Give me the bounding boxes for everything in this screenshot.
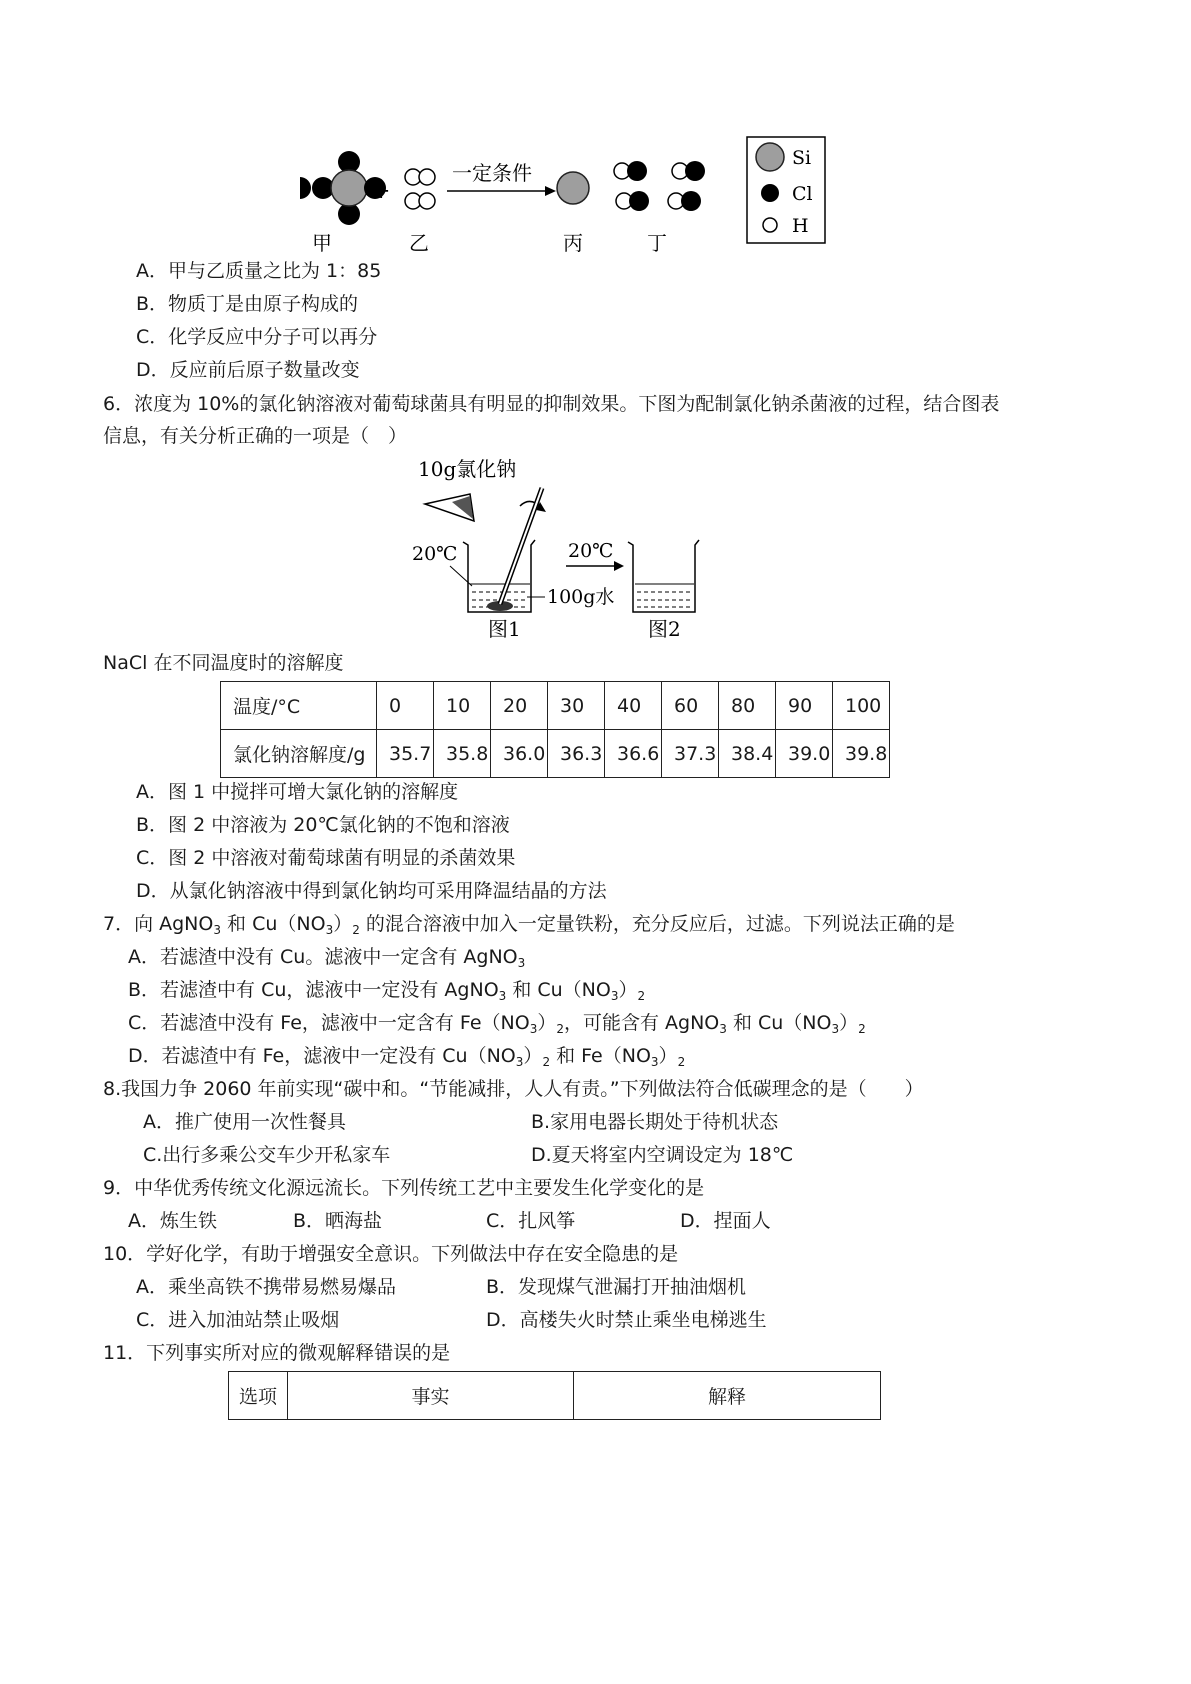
table-cell: 36.0 [491, 730, 548, 778]
label-ding: 丁 [647, 231, 667, 255]
table-cell: 10 [434, 682, 491, 730]
table-cell: 100 [833, 682, 890, 730]
legend-h: H [792, 215, 809, 237]
q8-option-d: D.夏天将室内空调设定为 18℃ [531, 1144, 794, 1166]
table-cell: 36.3 [548, 730, 605, 778]
row2-header: 氯化钠溶解度/g [221, 730, 377, 778]
legend-cl: Cl [792, 183, 813, 205]
q7-option-a: A．若滤渣中没有 Cu。滤液中一定含有 AgNO$_3$ [128, 946, 526, 970]
plus-sign: + [372, 179, 391, 204]
q9-stem: 9．中华优秀传统文化源远流长。下列传统工艺中主要发生化学变化的是 [103, 1177, 705, 1199]
q7-option-b: B．若滤渣中有 Cu，滤液中一定没有 AgNO$_3$ 和 $Cu(NO_3)_2$ [128, 979, 646, 1003]
temp-label-2: 20℃ [568, 540, 614, 562]
table-row [221, 682, 890, 730]
table-cell: 39.8 [833, 730, 890, 778]
q9-option-d: D．捏面人 [680, 1210, 771, 1232]
table-cell: 80 [719, 682, 776, 730]
q8-option-b: B.家用电器长期处于待机状态 [531, 1111, 779, 1133]
q6-stem-line1: 6．浓度为 10%的氯化钠溶液对葡萄球菌具有明显的抑制效果。下图为配制氯化钠杀菌液的过程，结合图表 [103, 393, 1000, 415]
q6-option-d: D．从氯化钠溶液中得到氯化钠均可采用降温结晶的方法 [136, 880, 607, 902]
q10-stem: 10．学好化学，有助于增强安全意识。下列做法中存在安全隐患的是 [103, 1243, 679, 1265]
q6-stem-line2: 信息，有关分析正确的一项是（ ） [103, 425, 408, 447]
q10-option-c: C．进入加油站禁止吸烟 [136, 1309, 340, 1331]
beaker-2 [628, 540, 699, 612]
temp-label-1: 20℃ [412, 543, 458, 565]
table-row [221, 730, 890, 778]
table-cell: 60 [662, 682, 719, 730]
label-bing: 丙 [563, 231, 583, 255]
header-fact: 事实 [288, 1372, 574, 1420]
q8-stem: 8.我国力争 2060 年前实现“碳中和。“节能减排，人人有责。”下列做法符合低碳理念的是（ ） [103, 1078, 924, 1100]
q7-option-c: C．若滤渣中没有 Fe，滤液中一定含有 $Fe(NO_3)_2$，可能含有 AgNO$_3$ 和 $Cu(NO_3)_2$ [128, 1012, 866, 1036]
q6-option-b: B．图 2 中溶液为 20℃氯化钠的不饱和溶液 [136, 814, 510, 836]
table-cell: 38.4 [719, 730, 776, 778]
q6-option-c: C．图 2 中溶液对葡萄球菌有明显的杀菌效果 [136, 847, 516, 869]
solubility-table [220, 681, 890, 778]
q8-option-a: A．推广使用一次性餐具 [143, 1111, 346, 1133]
q9-option-c: C．扎风筝 [486, 1210, 576, 1232]
table-cell: 20 [491, 682, 548, 730]
label-yi: 乙 [409, 231, 429, 255]
table-cell: 36.6 [605, 730, 662, 778]
q5-option-a: A．甲与乙质量之比为 1：85 [136, 260, 382, 282]
q6-table-caption: NaCl 在不同温度时的溶解度 [103, 652, 344, 674]
q7-option-d: D．若滤渣中有 Fe，滤液中一定没有 $Cu(NO_3)_2$ 和 $Fe(NO_3)_2$ [128, 1045, 686, 1069]
table-cell: 35.7 [377, 730, 434, 778]
q8-option-c: C.出行多乘公交车少开私家车 [143, 1144, 391, 1166]
q9-option-b: B．晒海盐 [293, 1210, 383, 1232]
dissolving-figure [405, 452, 715, 644]
row1-header: 温度/°C [221, 682, 377, 730]
water-label: 100g水 [547, 586, 615, 608]
table-cell: 40 [605, 682, 662, 730]
q9-option-a: A．炼生铁 [128, 1210, 217, 1232]
legend [747, 137, 825, 243]
table-cell: 35.8 [434, 730, 491, 778]
q6-option-a: A．图 1 中搅拌可增大氯化钠的溶解度 [136, 781, 459, 803]
q5-option-c: C．化学反应中分子可以再分 [136, 326, 378, 348]
fig1-label: 图1 [488, 617, 521, 641]
q10-option-a: A．乘坐高铁不携带易燃易爆品 [136, 1276, 396, 1298]
table-cell: 37.3 [662, 730, 719, 778]
salt-label: 10g氯化钠 [418, 457, 517, 481]
q7-stem: 7．向 AgNO$_3$ 和 $Cu(NO_3)_2$ 的混合溶液中加入一定量铁粉，充分反应后，过滤。下列说法正确的是 [103, 913, 955, 937]
table-cell: 0 [377, 682, 434, 730]
header-explanation: 解释 [574, 1372, 881, 1420]
molecule-ding [614, 161, 705, 211]
legend-si: Si [792, 147, 812, 169]
table-row [229, 1372, 881, 1420]
table-cell: 39.0 [776, 730, 833, 778]
label-jia: 甲 [312, 231, 332, 255]
molecule-yi [405, 169, 435, 209]
molecule-bing [557, 172, 589, 204]
fig2-label: 图2 [648, 617, 681, 641]
table-cell: 30 [548, 682, 605, 730]
reaction-diagram [300, 130, 900, 270]
q5-option-b: B．物质丁是由原子构成的 [136, 293, 359, 315]
header-option: 选项 [229, 1372, 288, 1420]
arrow-label: 一定条件 [452, 161, 532, 185]
q5-option-d: D．反应前后原子数量改变 [136, 359, 360, 381]
q11-stem: 11．下列事实所对应的微观解释错误的是 [103, 1342, 451, 1364]
q10-option-b: B．发现煤气泄漏打开抽油烟机 [486, 1276, 747, 1298]
q10-option-d: D．高楼失火时禁止乘坐电梯逃生 [486, 1309, 767, 1331]
table-cell: 90 [776, 682, 833, 730]
q11-table [228, 1371, 881, 1420]
